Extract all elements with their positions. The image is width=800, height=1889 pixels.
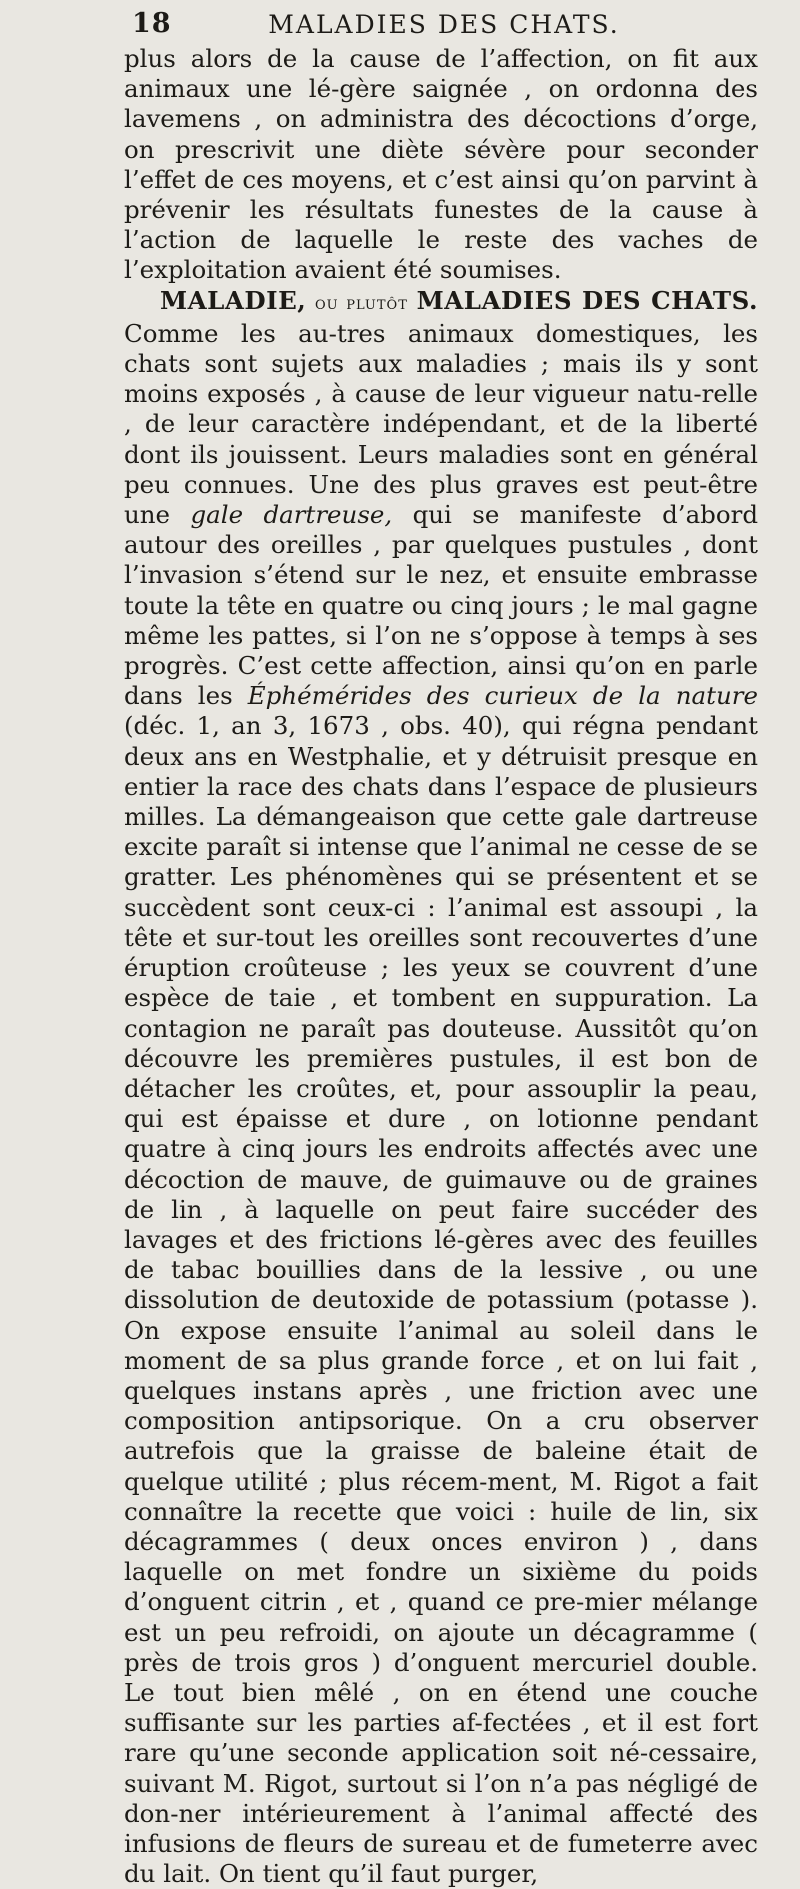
entry-headword: MALADIE, xyxy=(160,285,307,315)
emphasis-ephemerides: Éphémérides des curieux de la nature xyxy=(247,681,758,711)
entry-connector: ou plutôt xyxy=(315,292,408,314)
body-text xyxy=(124,44,758,1889)
entry-text-part-2: qui se manifeste d’abord autour des oreilles , par quelques pustules , dont l’invasion s’étend sur le nez, et ensuite embrasse toute la tête en quatre ou cinq jours ; le mal gagne même les pattes, si l’on ne s’oppose à temps à ses progrès. C’est cette affection, ainsi qu’on en parle dans les xyxy=(124,500,758,711)
running-title: MALADIES DES CHATS. xyxy=(268,10,620,39)
emphasis-gale-dartreuse: gale dartreuse, xyxy=(190,500,393,530)
entry-headword-secondary: MALADIES DES CHATS. xyxy=(416,285,758,315)
page-number: 18 xyxy=(132,8,172,39)
paragraph-continuation: plus alors de la cause de l’affection, on fit aux animaux une lé-gère saignée , on ordonna des lavemens , on administra des décoctions d’orge, on prescrivit une diète sévère pour seconder l’effet de ces moyens, et c’est ainsi qu’on parvint à prévenir les résultats funestes de la cause à l’action de laquelle le reste des vaches de l’exploitation avaient été soumises. xyxy=(124,44,758,285)
entry-text-part-1: Comme les au-tres animaux domestiques, les chats sont sujets aux maladies ; mais ils y sont moins exposés , à cause de leur vigueur natu-relle , de leur caractère indépendant, et de la liberté dont ils jouissent. Leurs maladies sont en général peu connues. Une des plus graves est peut-être une xyxy=(124,318,758,530)
page-header xyxy=(124,8,764,44)
entry-text-part-3: (déc. 1, an 3, 1673 , obs. 40), qui régna pendant deux ans en Westphalie, et y détruisit presque en entier la race des chats dans l’espace de plusieurs milles. La démangeaison que cette gale dartreuse excite paraît si intense que l’animal ne cesse de se gratter. Les phénomènes qui se présentent et se succèdent sont ceux-ci : l’animal est assoupi , la tête et sur-tout les oreilles sont recouvertes d’une éruption croûteuse ; les yeux se couvrent d’une espèce de taie , et tombent en suppuration. La contagion ne paraît pas douteuse. Aussitôt qu’on découvre les premières pustules, il est bon de détacher les croûtes, et, pour assouplir la peau, qui est épaisse et dure , on lotionne pendant quatre à cinq jours les endroits affectés avec une décoction de mauve, de guimauve ou de graines de lin , à laquelle on peut faire succéder des lavages et des frictions lé-gères avec des feuilles de tabac bouillies dans de la lessive , ou une dissolution de deutoxide de potassium (potasse ). On expose ensuite l’animal au soleil dans le moment de sa plus grande force , et on lui fait , quelques instans après , une friction avec une composition antipsorique. On a cru observer autrefois que la graisse de baleine était de quelque utilité ; plus récem-ment, M. Rigot a fait connaître la recette que voici : huile de lin, six décagrammes ( deux onces environ ) , dans laquelle on met fondre un sixième du poids d’onguent citrin , et , quand ce pre-mier mélange est un peu refroidi, on ajoute un décagramme ( près de trois gros ) d’onguent mercuriel double. Le tout bien mêlé , on en étend une couche suffisante sur les parties af-fectées , et il est fort rare qu’une seconde application soit né-cessaire, suivant M. Rigot, surtout si l’on n’a pas négligé de don-ner intérieurement à l’animal affecté des infusions de fleurs de sureau et de fumeterre avec du lait. On tient qu’il faut purger, xyxy=(124,711,758,1889)
paragraph-entry-maladies-des-chats xyxy=(124,286,758,1889)
